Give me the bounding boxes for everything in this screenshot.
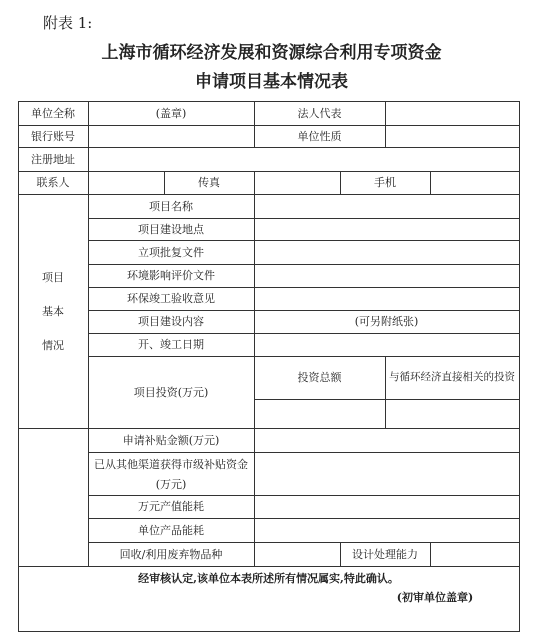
eia-label: 环境影响评价文件: [127, 269, 215, 282]
certification-statement: 经审核认定,该单位本表所述所有情况属实,特此确认。: [138, 571, 399, 585]
form-title: 上海市循环经济发展和资源综合利用专项资金: [101, 43, 442, 63]
side-label-1: 项目: [42, 271, 64, 284]
unit-nature-field[interactable]: [385, 125, 519, 147]
address-label: 注册地址: [31, 152, 75, 166]
contact-field[interactable]: [88, 171, 164, 194]
bank-account-field[interactable]: [88, 125, 254, 147]
address-field[interactable]: [88, 147, 519, 171]
bank-account-label: 银行账号: [31, 129, 75, 143]
unit-name-label: 单位全称: [31, 106, 75, 120]
side-label-2: 基本: [42, 305, 64, 318]
seal-note: (盖章): [155, 106, 187, 120]
unit-nature-label: 单位性质: [297, 129, 342, 143]
contact-label: 联系人: [36, 176, 70, 189]
initial-review-seal: (初审单位盖章): [396, 590, 474, 604]
fax-label: 传真: [198, 176, 220, 189]
project-name-label: 项目名称: [149, 199, 193, 213]
fax-field[interactable]: [254, 171, 340, 194]
capacity-label: 设计处理能力: [352, 547, 418, 561]
total-investment-label: 投资总额: [297, 371, 342, 384]
other-subsidy-line1: 已从其他渠道获得市级补贴资金: [94, 457, 248, 471]
content-note: (可另附纸张): [354, 315, 419, 328]
recycling-label: 回收/利用废弃物品种: [119, 547, 223, 561]
form-subtitle: 申请项目基本情况表: [195, 72, 348, 92]
content-label: 项目建设内容: [138, 315, 204, 328]
legal-rep-field[interactable]: [385, 101, 519, 125]
acceptance-label: 环保竣工验收意见: [127, 292, 215, 305]
subsidy-label: 申请补贴金额(万元): [122, 433, 220, 447]
other-subsidy-line2: (万元): [155, 477, 187, 491]
mobile-field[interactable]: [430, 171, 519, 194]
other-subsidy-label: [88, 452, 254, 495]
energy-product-label: 单位产品能耗: [138, 523, 204, 537]
approval-label: 立项批复文件: [138, 245, 204, 259]
legal-rep-label: 法人代表: [297, 106, 342, 120]
investment-label: 项目投资(万元): [133, 385, 209, 399]
dates-label: 开、竣工日期: [138, 338, 204, 351]
related-investment-label: 与循环经济直接相关的投资: [389, 371, 515, 383]
project-section-label: [18, 194, 88, 428]
project-location-label: 项目建设地点: [138, 222, 204, 236]
attachment-label: 附表 1:: [43, 14, 93, 32]
side-label-3: 情况: [42, 339, 64, 352]
energy-output-label: 万元产值能耗: [138, 500, 204, 513]
mobile-label: 手机: [374, 176, 396, 189]
